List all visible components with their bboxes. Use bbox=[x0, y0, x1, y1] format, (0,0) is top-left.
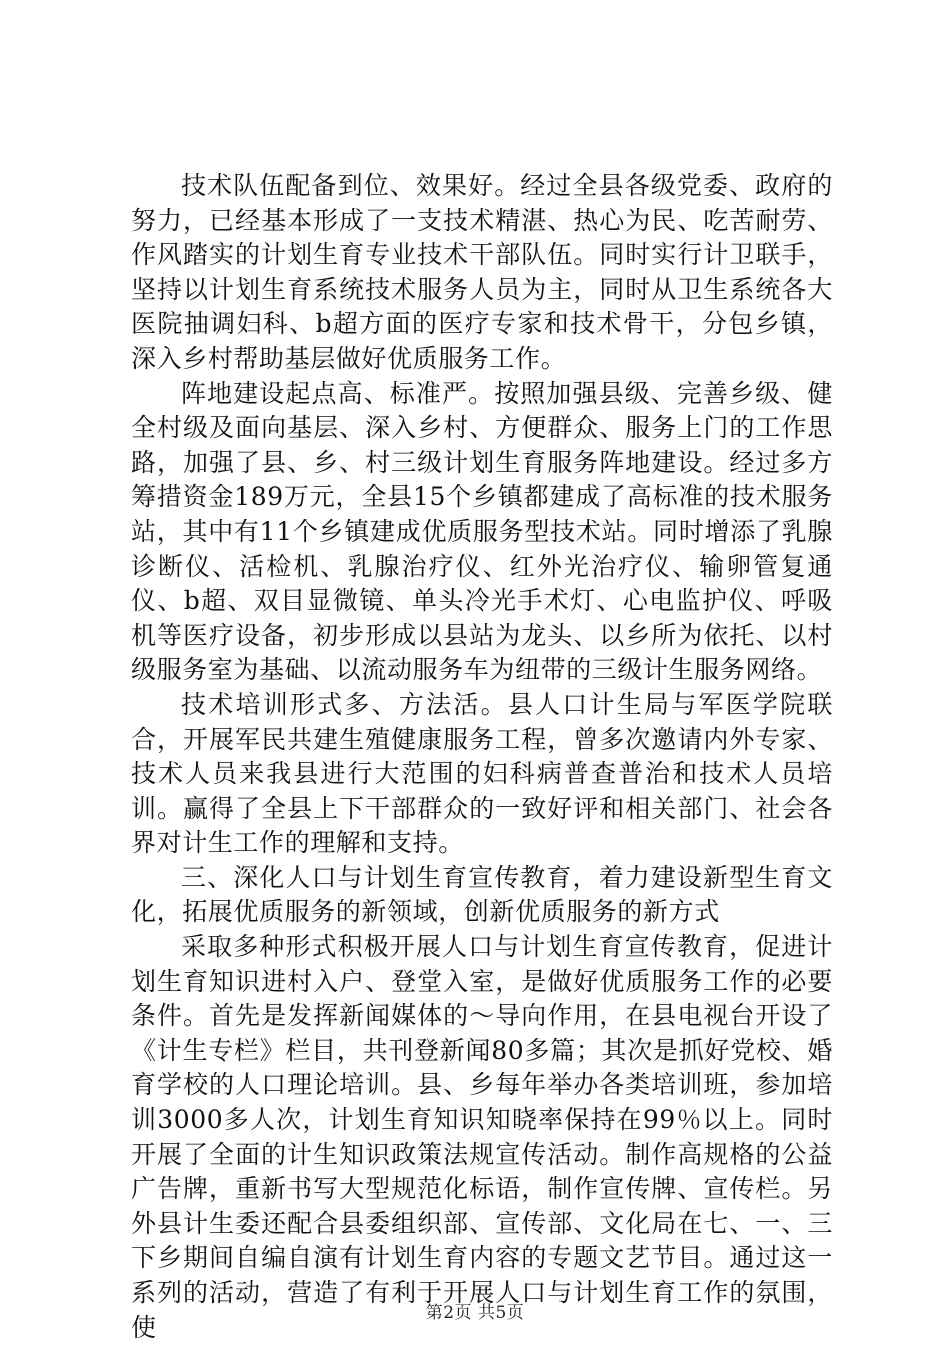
paragraph-technical-team: 技术队伍配备到位、效果好。经过全县各级党委、政府的努力，已经基本形成了一支技术精湛、热心为民、吃苦耐劳、作风踏实的计划生育专业技术干部队伍。同时实行计卫联手，坚持以计划生育系统技术服务人员为主，同时从卫生系统各大医院抽调妇科、b超方面的医疗专家和技术骨干，分包乡镇，深入乡村帮助基层做好优质服务工作。 bbox=[131, 171, 833, 373]
paragraph-technical-training: 技术培训形式多、方法活。县人口计生局与军医学院联合，开展军民共建生殖健康服务工程，曾多次邀请内外专家、技术人员来我县进行大范围的妇科病普查普治和技术人员培训。赢得了全县上下干部群众的一致好评和相关部门、社会各界对计生工作的理解和支持。 bbox=[131, 689, 833, 858]
document-body bbox=[131, 169, 833, 1345]
paragraph-facility-construction: 阵地建设起点高、标准严。按照加强县级、完善乡级、健全村级及面向基层、深入乡村、方便群众、服务上门的工作思路，加强了县、乡、村三级计划生育服务阵地建设。经过多方筹措资金189万元，全县15个乡镇都建成了高标准的技术服务站，其中有11个乡镇建成优质服务型技术站。同时增添了乳腺诊断仪、活检机、乳腺治疗仪、红外光治疗仪、输卵管复通仪、b超、双目显微镜、单头冷光手术灯、心电监护仪、呼吸机等医疗设备，初步形成以县站为龙头、以乡所为依托、以村级服务室为基础、以流动服务车为纽带的三级计生服务网络。 bbox=[131, 378, 833, 685]
section-heading-three: 三、深化人口与计划生育宣传教育，着力建设新型生育文化，拓展优质服务的新领域，创新优质服务的新方式 bbox=[131, 862, 833, 927]
page-footer: 第2页 共5页 bbox=[425, 1303, 525, 1323]
paragraph-publicity-education: 采取多种形式积极开展人口与计划生育宣传教育，促进计划生育知识进村入户、登堂入室，是做好优质服务工作的必要条件。首先是发挥新闻媒体的～导向作用，在县电视台开设了《计生专栏》栏目，共刊登新闻80多篇；其次是抓好党校、婚育学校的人口理论培训。县、乡每年举办各类培训班，参加培训3000多人次，计划生育知识知晓率保持在99％以上。同时开展了全面的计生知识政策法规宣传活动。制作高规格的公益广告牌，重新书写大型规范化标语，制作宣传牌、宣传栏。另外县计生委还配合县委组织部、宣传部、文化局在七、一、三下乡期间自编自演有计划生育内容的专题文艺节目。通过这一系列的活动，营造了有利于开展人口与计划生育工作的氛围，使 bbox=[131, 932, 833, 1342]
